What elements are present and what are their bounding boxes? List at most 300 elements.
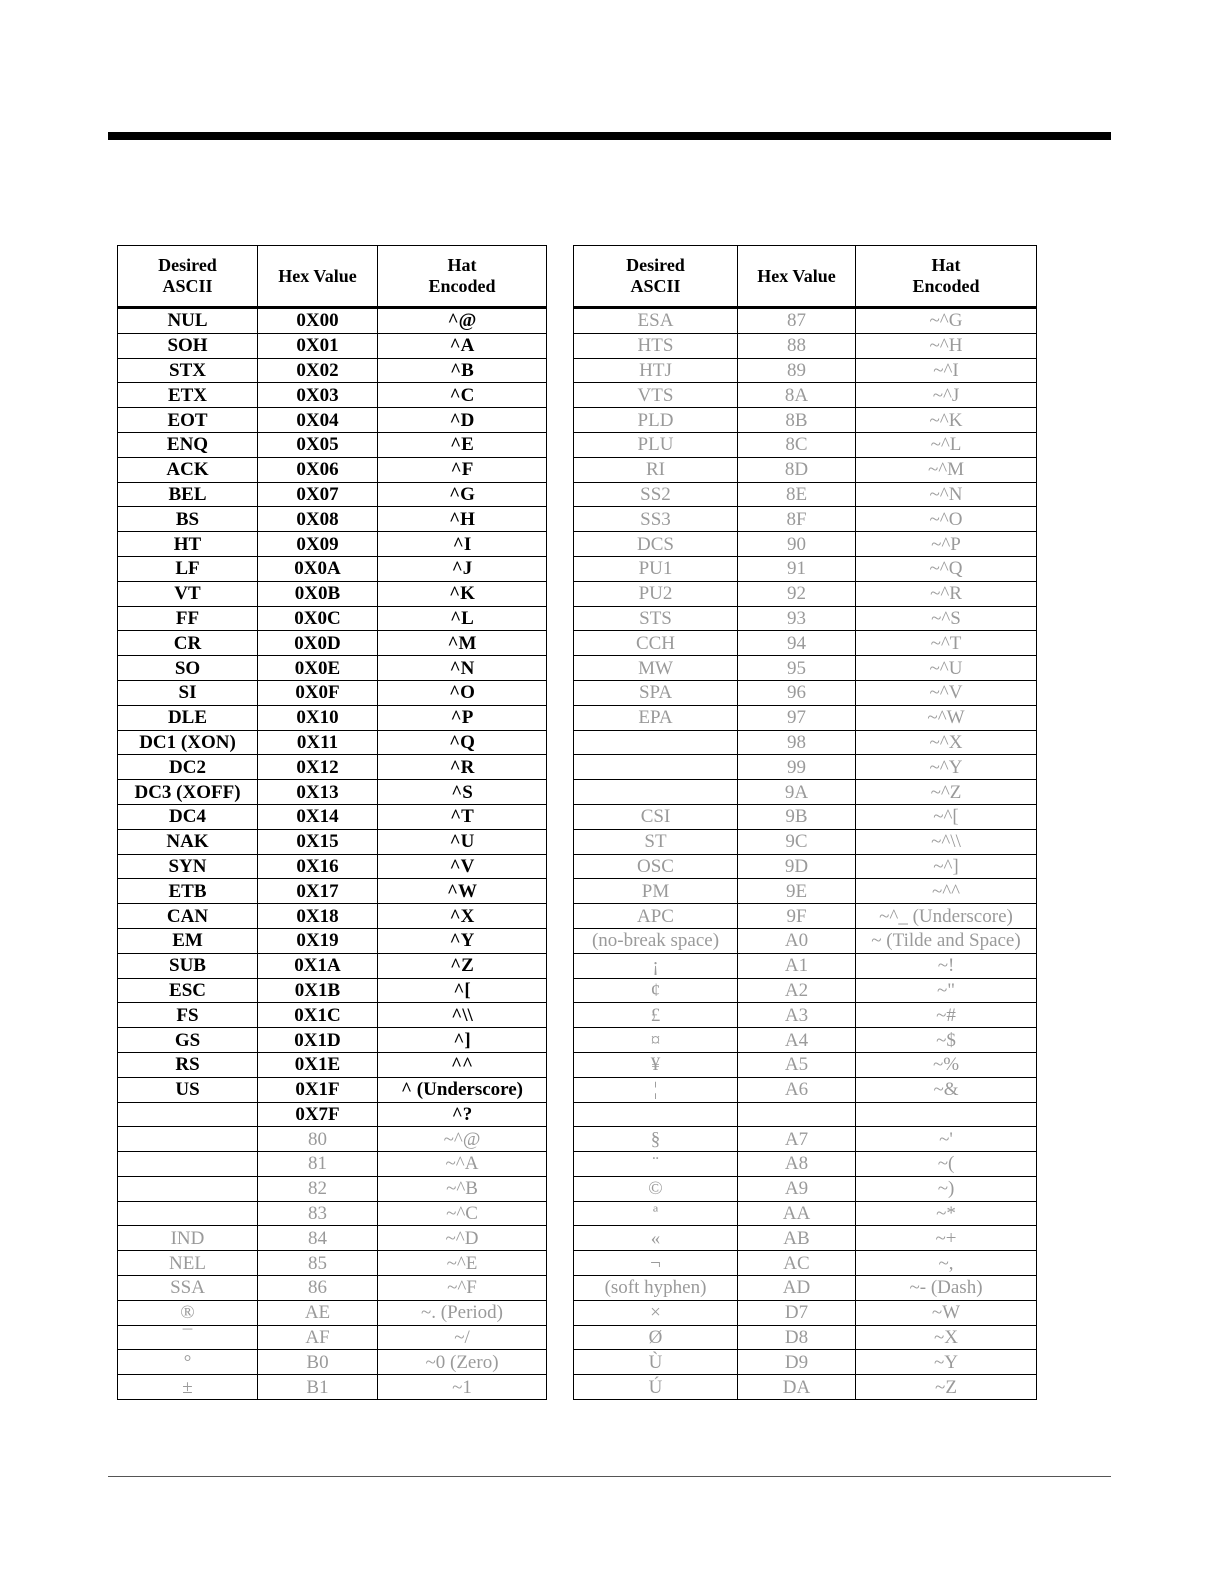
cell-desired-ascii: § [574, 1127, 738, 1152]
cell-hex-value: 0X12 [258, 755, 378, 780]
cell-hex-value [738, 1102, 856, 1127]
table-row [574, 1176, 1037, 1201]
cell-desired-ascii: VTS [574, 383, 738, 408]
cell-desired-ascii: Ø [574, 1325, 738, 1350]
cell-desired-ascii: ESC [118, 978, 258, 1003]
cell-desired-ascii: EPA [574, 705, 738, 730]
cell-desired-ascii [574, 755, 738, 780]
table-row [574, 556, 1037, 581]
cell-hat-encoded: ^A [378, 333, 547, 358]
cell-hat-encoded: ^W [378, 879, 547, 904]
cell-hex-value: 8A [738, 383, 856, 408]
cell-hex-value: 0X15 [258, 829, 378, 854]
cell-hex-value: 0X13 [258, 780, 378, 805]
cell-hex-value: 0X0F [258, 680, 378, 705]
cell-hat-encoded: ~) [856, 1176, 1037, 1201]
cell-hat-encoded: ^Y [378, 928, 547, 953]
cell-hat-encoded: ~^\\ [856, 829, 1037, 854]
cell-hat-encoded: ~Z [856, 1375, 1037, 1400]
cell-desired-ascii: BS [118, 507, 258, 532]
cell-desired-ascii: BEL [118, 482, 258, 507]
cell-desired-ascii: PU1 [574, 556, 738, 581]
cell-desired-ascii: FF [118, 606, 258, 631]
cell-hex-value: 9A [738, 780, 856, 805]
header-desired-ascii: Desired ASCII [118, 246, 258, 308]
cell-hat-encoded: ^E [378, 432, 547, 457]
cell-desired-ascii: SYN [118, 854, 258, 879]
table-row [574, 482, 1037, 507]
cell-hex-value: 81 [258, 1152, 378, 1177]
header-hat-encoded: Hat Encoded [856, 246, 1037, 308]
cell-desired-ascii: PM [574, 879, 738, 904]
cell-desired-ascii: ± [118, 1375, 258, 1400]
cell-hat-encoded: ~& [856, 1077, 1037, 1102]
table-row [574, 730, 1037, 755]
table-row [574, 1003, 1037, 1028]
cell-desired-ascii: ¬ [574, 1251, 738, 1276]
cell-hex-value: 0X1B [258, 978, 378, 1003]
cell-desired-ascii: © [574, 1176, 738, 1201]
table-row [118, 1325, 547, 1350]
table-row [574, 928, 1037, 953]
header-row [574, 246, 1037, 308]
cell-desired-ascii: NUL [118, 308, 258, 334]
cell-hex-value: 0X11 [258, 730, 378, 755]
table-row [118, 631, 547, 656]
cell-hex-value: 0X0D [258, 631, 378, 656]
cell-hat-encoded: ~^E [378, 1251, 547, 1276]
cell-hex-value: 0X0C [258, 606, 378, 631]
table-row [118, 904, 547, 929]
cell-desired-ascii: HTJ [574, 358, 738, 383]
table-row [574, 1152, 1037, 1177]
cell-hex-value: A4 [738, 1028, 856, 1053]
cell-hex-value: 9B [738, 804, 856, 829]
cell-hat-encoded: ~^^ [856, 879, 1037, 904]
cell-hat-encoded: ~^W [856, 705, 1037, 730]
cell-desired-ascii: EM [118, 928, 258, 953]
cell-desired-ascii [118, 1102, 258, 1127]
table-row [574, 457, 1037, 482]
table-row [574, 1127, 1037, 1152]
cell-hat-encoded: ^P [378, 705, 547, 730]
cell-hat-encoded: ~^J [856, 383, 1037, 408]
cell-hex-value: AD [738, 1276, 856, 1301]
footer-rule [108, 1476, 1111, 1477]
cell-hat-encoded: ^G [378, 482, 547, 507]
cell-hex-value: A8 [738, 1152, 856, 1177]
cell-hex-value: 0X06 [258, 457, 378, 482]
cell-desired-ascii: ° [118, 1350, 258, 1375]
cell-hat-encoded: ~^P [856, 532, 1037, 557]
header-row [118, 246, 547, 308]
cell-hat-encoded: ~$ [856, 1028, 1037, 1053]
table-row [118, 432, 547, 457]
cell-desired-ascii: CSI [574, 804, 738, 829]
cell-hex-value: 0X07 [258, 482, 378, 507]
cell-hat-encoded: ~^T [856, 631, 1037, 656]
table-row [118, 1152, 547, 1177]
table-row [118, 581, 547, 606]
cell-desired-ascii: APC [574, 904, 738, 929]
table-row [574, 358, 1037, 383]
cell-hat-encoded: ~^N [856, 482, 1037, 507]
cell-desired-ascii: LF [118, 556, 258, 581]
cell-hat-encoded: ~% [856, 1052, 1037, 1077]
table-row [118, 1127, 547, 1152]
cell-hat-encoded: ~^@ [378, 1127, 547, 1152]
table-row [118, 879, 547, 904]
table-row [118, 656, 547, 681]
table-row [574, 1276, 1037, 1301]
table-row [118, 333, 547, 358]
cell-hat-encoded: ~, [856, 1251, 1037, 1276]
cell-hat-encoded: ~+ [856, 1226, 1037, 1251]
cell-desired-ascii: ENQ [118, 432, 258, 457]
cell-desired-ascii [118, 1152, 258, 1177]
cell-desired-ascii: RI [574, 457, 738, 482]
cell-hat-encoded: ~1 [378, 1375, 547, 1400]
table-row [574, 680, 1037, 705]
table-row [574, 829, 1037, 854]
cell-hex-value: 0X7F [258, 1102, 378, 1127]
cell-hat-encoded: ^@ [378, 308, 547, 334]
cell-hat-encoded: ~/ [378, 1325, 547, 1350]
cell-hex-value: 0X00 [258, 308, 378, 334]
table-row [574, 606, 1037, 631]
cell-hex-value: 82 [258, 1176, 378, 1201]
cell-hat-encoded: ^[ [378, 978, 547, 1003]
cell-hat-encoded: ~# [856, 1003, 1037, 1028]
table-row [118, 705, 547, 730]
cell-desired-ascii: (no-break space) [574, 928, 738, 953]
cell-hat-encoded: ~ (Tilde and Space) [856, 928, 1037, 953]
cell-desired-ascii: ETB [118, 879, 258, 904]
cell-desired-ascii [118, 1201, 258, 1226]
table-row [574, 1201, 1037, 1226]
header-hex-value: Hex Value [738, 246, 856, 308]
cell-hat-encoded: ~^B [378, 1176, 547, 1201]
cell-hat-encoded: ^I [378, 532, 547, 557]
cell-hat-encoded: ^B [378, 358, 547, 383]
cell-desired-ascii: SUB [118, 953, 258, 978]
cell-hat-encoded: ~^K [856, 408, 1037, 433]
table-row [574, 432, 1037, 457]
cell-hex-value: 88 [738, 333, 856, 358]
table-row [118, 804, 547, 829]
cell-desired-ascii [118, 1127, 258, 1152]
cell-desired-ascii: RS [118, 1052, 258, 1077]
table-row [118, 308, 547, 334]
table-row [118, 1375, 547, 1400]
cell-hex-value: 0X1E [258, 1052, 378, 1077]
table-row [574, 804, 1037, 829]
cell-hat-encoded: ~0 (Zero) [378, 1350, 547, 1375]
cell-hex-value: 0X03 [258, 383, 378, 408]
cell-desired-ascii [574, 780, 738, 805]
cell-hat-encoded: ~- (Dash) [856, 1276, 1037, 1301]
table-row [574, 1052, 1037, 1077]
cell-desired-ascii [574, 730, 738, 755]
cell-hat-encoded: ~^O [856, 507, 1037, 532]
table-row [574, 532, 1037, 557]
cell-hat-encoded: ~^S [856, 606, 1037, 631]
cell-hex-value: 96 [738, 680, 856, 705]
cell-desired-ascii: ETX [118, 383, 258, 408]
cell-hex-value: 84 [258, 1226, 378, 1251]
cell-desired-ascii: ST [574, 829, 738, 854]
cell-hat-encoded: ^U [378, 829, 547, 854]
cell-hex-value: 0X05 [258, 432, 378, 457]
cell-hat-encoded: ^] [378, 1028, 547, 1053]
table-row [574, 408, 1037, 433]
table-row [118, 978, 547, 1003]
table-row [118, 829, 547, 854]
cell-desired-ascii: SO [118, 656, 258, 681]
cell-desired-ascii: DCS [574, 532, 738, 557]
cell-hex-value: A2 [738, 978, 856, 1003]
cell-hat-encoded: ~^L [856, 432, 1037, 457]
cell-desired-ascii: × [574, 1300, 738, 1325]
cell-desired-ascii: ¡ [574, 953, 738, 978]
cell-desired-ascii: DC2 [118, 755, 258, 780]
cell-hat-encoded: ^K [378, 581, 547, 606]
cell-hex-value: B0 [258, 1350, 378, 1375]
cell-hex-value: 93 [738, 606, 856, 631]
cell-hex-value: 0X19 [258, 928, 378, 953]
ascii-table-left [117, 245, 547, 1400]
cell-desired-ascii: ª [574, 1201, 738, 1226]
cell-desired-ascii: MW [574, 656, 738, 681]
cell-hex-value: 86 [258, 1276, 378, 1301]
cell-hat-encoded: ~. (Period) [378, 1300, 547, 1325]
cell-hat-encoded: ^ (Underscore) [378, 1077, 547, 1102]
cell-hex-value: 80 [258, 1127, 378, 1152]
cell-hex-value: 99 [738, 755, 856, 780]
cell-hex-value: 8F [738, 507, 856, 532]
cell-hat-encoded: ~^V [856, 680, 1037, 705]
cell-hex-value: 91 [738, 556, 856, 581]
cell-desired-ascii: IND [118, 1226, 258, 1251]
cell-hat-encoded: ~' [856, 1127, 1037, 1152]
cell-desired-ascii [118, 1176, 258, 1201]
cell-hat-encoded: ^R [378, 755, 547, 780]
table-row [574, 1102, 1037, 1127]
table-row [118, 755, 547, 780]
cell-hat-encoded: ~( [856, 1152, 1037, 1177]
cell-hat-encoded: ~! [856, 953, 1037, 978]
cell-desired-ascii: Ú [574, 1375, 738, 1400]
table-row [574, 631, 1037, 656]
cell-hex-value: 9E [738, 879, 856, 904]
table-row [574, 507, 1037, 532]
cell-desired-ascii: OSC [574, 854, 738, 879]
cell-hat-encoded: ^Z [378, 953, 547, 978]
cell-hat-encoded: ^J [378, 556, 547, 581]
cell-hex-value: 0X10 [258, 705, 378, 730]
cell-desired-ascii: DC4 [118, 804, 258, 829]
cell-hex-value: AC [738, 1251, 856, 1276]
table-row [574, 1226, 1037, 1251]
cell-hex-value: 83 [258, 1201, 378, 1226]
cell-hat-encoded: ^S [378, 780, 547, 805]
cell-hat-encoded: ^? [378, 1102, 547, 1127]
cell-hat-encoded: ^X [378, 904, 547, 929]
cell-hex-value: 0X01 [258, 333, 378, 358]
cell-hex-value: AF [258, 1325, 378, 1350]
table-row [574, 904, 1037, 929]
cell-hat-encoded: ~^A [378, 1152, 547, 1177]
cell-hex-value: A0 [738, 928, 856, 953]
header-hat-encoded: Hat Encoded [378, 246, 547, 308]
cell-hat-encoded: ^T [378, 804, 547, 829]
table-row [118, 1077, 547, 1102]
cell-desired-ascii: STS [574, 606, 738, 631]
table-row [118, 953, 547, 978]
table-row [118, 1201, 547, 1226]
table-row [118, 1003, 547, 1028]
cell-hat-encoded: ~^R [856, 581, 1037, 606]
cell-hat-encoded: ^H [378, 507, 547, 532]
table-row [574, 755, 1037, 780]
table-row [118, 606, 547, 631]
cell-desired-ascii: SS2 [574, 482, 738, 507]
cell-hat-encoded: ~^Y [856, 755, 1037, 780]
cell-hex-value: 0X0E [258, 656, 378, 681]
header-desired-ascii: Desired ASCII [574, 246, 738, 308]
cell-desired-ascii: ¨ [574, 1152, 738, 1177]
table-row [118, 482, 547, 507]
table-row [118, 680, 547, 705]
cell-hex-value: 98 [738, 730, 856, 755]
table-row [118, 730, 547, 755]
cell-hex-value: 0X08 [258, 507, 378, 532]
table-row [118, 1028, 547, 1053]
cell-hex-value: 9D [738, 854, 856, 879]
cell-hat-encoded: ~^F [378, 1276, 547, 1301]
table-row [574, 879, 1037, 904]
cell-hat-encoded: ~^Q [856, 556, 1037, 581]
cell-hat-encoded: ~^G [856, 308, 1037, 334]
cell-hex-value: AB [738, 1226, 856, 1251]
cell-hex-value: 0X1A [258, 953, 378, 978]
cell-desired-ascii: ¯ [118, 1325, 258, 1350]
cell-desired-ascii: DLE [118, 705, 258, 730]
cell-desired-ascii: US [118, 1077, 258, 1102]
table-row [574, 978, 1037, 1003]
cell-hex-value: 87 [738, 308, 856, 334]
cell-hat-encoded: ^N [378, 656, 547, 681]
table-row [574, 656, 1037, 681]
table-row [118, 1052, 547, 1077]
cell-hex-value: AA [738, 1201, 856, 1226]
cell-hat-encoded: ~" [856, 978, 1037, 1003]
cell-hat-encoded: ~^] [856, 854, 1037, 879]
cell-hex-value: 85 [258, 1251, 378, 1276]
cell-desired-ascii: ¢ [574, 978, 738, 1003]
table-row [574, 1350, 1037, 1375]
cell-hex-value: B1 [258, 1375, 378, 1400]
cell-hex-value: 8D [738, 457, 856, 482]
cell-hex-value: D9 [738, 1350, 856, 1375]
cell-hat-encoded: ~^M [856, 457, 1037, 482]
cell-hat-encoded: ^C [378, 383, 547, 408]
cell-desired-ascii: STX [118, 358, 258, 383]
cell-hex-value: 95 [738, 656, 856, 681]
cell-hex-value: D8 [738, 1325, 856, 1350]
cell-desired-ascii: SPA [574, 680, 738, 705]
cell-desired-ascii: HTS [574, 333, 738, 358]
cell-desired-ascii: SSA [118, 1276, 258, 1301]
cell-hex-value: 0X1C [258, 1003, 378, 1028]
table-row [574, 308, 1037, 334]
cell-hex-value: 0X02 [258, 358, 378, 383]
cell-desired-ascii: EOT [118, 408, 258, 433]
cell-hex-value: D7 [738, 1300, 856, 1325]
cell-hat-encoded: ~Y [856, 1350, 1037, 1375]
cell-desired-ascii: Ù [574, 1350, 738, 1375]
cell-hex-value: A7 [738, 1127, 856, 1152]
cell-desired-ascii: HT [118, 532, 258, 557]
cell-desired-ascii: VT [118, 581, 258, 606]
cell-hat-encoded: ^V [378, 854, 547, 879]
cell-hat-encoded: ~X [856, 1325, 1037, 1350]
cell-desired-ascii: DC1 (XON) [118, 730, 258, 755]
cell-hex-value: 94 [738, 631, 856, 656]
table-row [118, 1350, 547, 1375]
cell-desired-ascii: FS [118, 1003, 258, 1028]
cell-hat-encoded: ~* [856, 1201, 1037, 1226]
table-row [574, 1375, 1037, 1400]
table-row [118, 1251, 547, 1276]
cell-hat-encoded: ~W [856, 1300, 1037, 1325]
cell-desired-ascii: GS [118, 1028, 258, 1053]
cell-desired-ascii: PU2 [574, 581, 738, 606]
cell-hex-value: 89 [738, 358, 856, 383]
cell-hat-encoded: ^^ [378, 1052, 547, 1077]
cell-hex-value: 0X0B [258, 581, 378, 606]
table-row [118, 358, 547, 383]
cell-hex-value: DA [738, 1375, 856, 1400]
cell-hat-encoded: ^D [378, 408, 547, 433]
table-row [574, 1251, 1037, 1276]
table-row [574, 581, 1037, 606]
table-row [574, 333, 1037, 358]
cell-hex-value: 0X18 [258, 904, 378, 929]
cell-hat-encoded: ~^I [856, 358, 1037, 383]
cell-hat-encoded: ~^[ [856, 804, 1037, 829]
cell-hat-encoded: ^L [378, 606, 547, 631]
cell-desired-ascii: PLU [574, 432, 738, 457]
cell-desired-ascii: ACK [118, 457, 258, 482]
cell-hex-value: 97 [738, 705, 856, 730]
cell-hex-value: 92 [738, 581, 856, 606]
cell-hex-value: 8C [738, 432, 856, 457]
cell-desired-ascii: CR [118, 631, 258, 656]
table-row [118, 408, 547, 433]
cell-desired-ascii: CCH [574, 631, 738, 656]
cell-desired-ascii: NAK [118, 829, 258, 854]
cell-hat-encoded: ^O [378, 680, 547, 705]
table-row [118, 532, 547, 557]
cell-hex-value: A9 [738, 1176, 856, 1201]
cell-hex-value: 0X0A [258, 556, 378, 581]
cell-hex-value: 0X04 [258, 408, 378, 433]
table-row [118, 556, 547, 581]
table-row [574, 854, 1037, 879]
cell-hat-encoded: ~^H [856, 333, 1037, 358]
cell-hex-value: 0X14 [258, 804, 378, 829]
